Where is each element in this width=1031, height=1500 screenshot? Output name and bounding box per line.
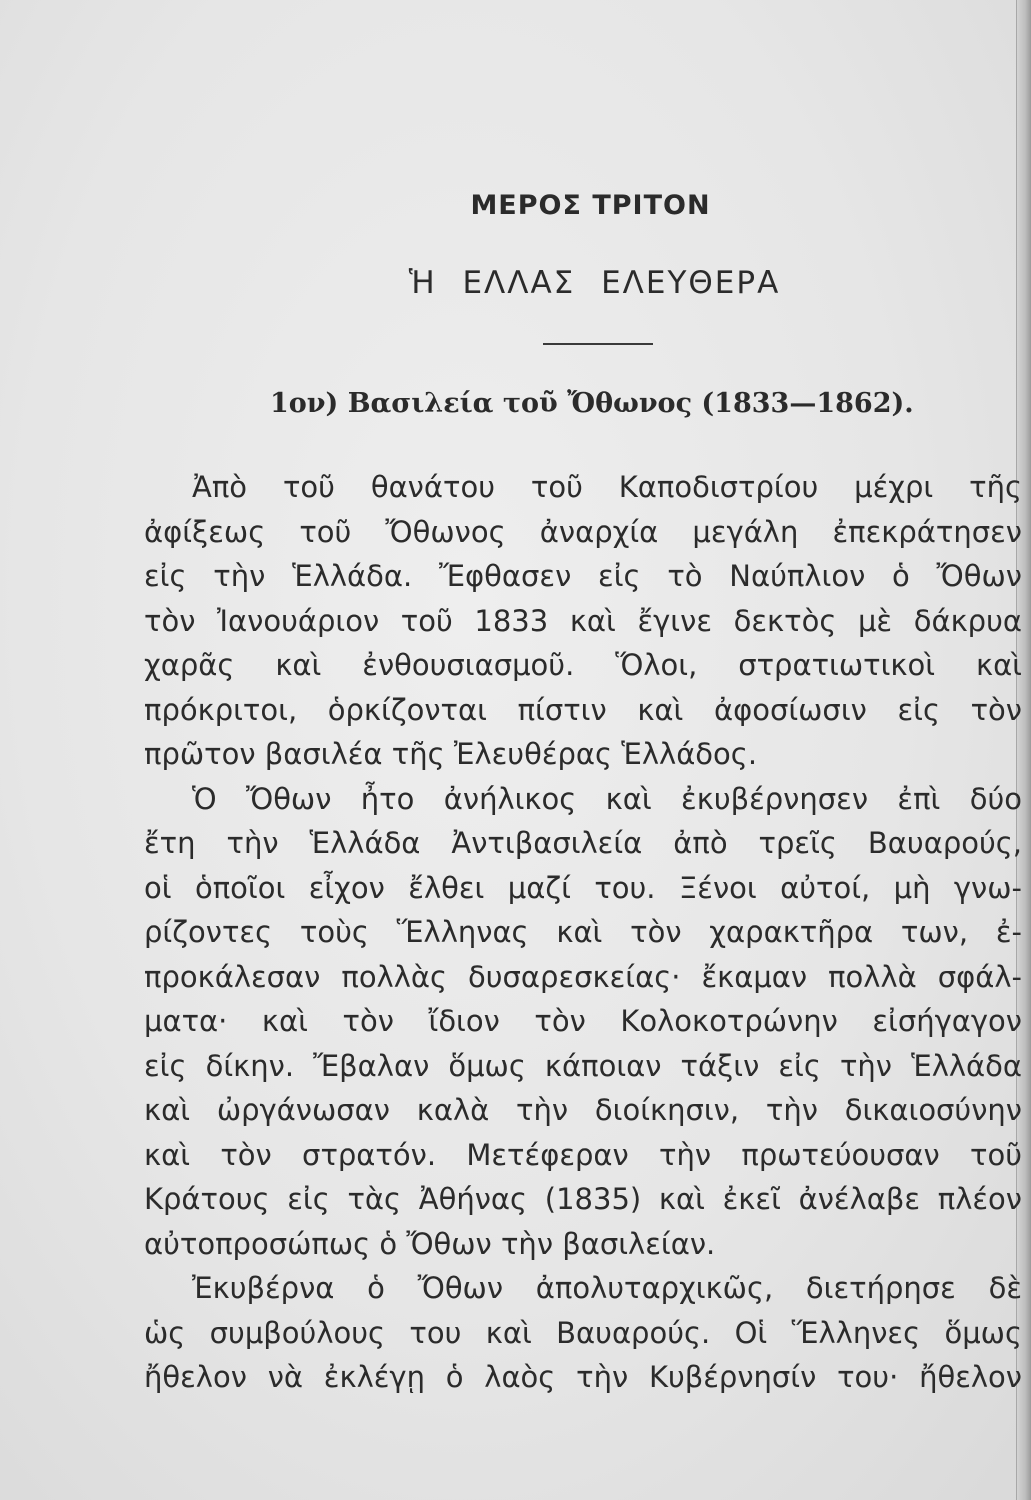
text-line: εἰς τὴν Ἑλλάδα. Ἔφθασεν εἰς τὸ Ναύπλιον ὁ Ὄθων xyxy=(144,559,1022,593)
text-line: πρῶτον βασιλέα τῆς Ἐλευθέρας Ἑλλάδος. xyxy=(144,737,758,771)
text-line: ἤθελον νὰ ἐκλέγῃ ὁ λαὸς τὴν Κυβέρνησίν του· ἤθελον xyxy=(144,1360,1022,1394)
text-line: προκάλεσαν πολλὰς δυσαρεσκείας· ἔκαμαν πολλὰ σφάλ- xyxy=(144,959,1022,994)
text-line: ρίζοντες τοὺς Ἕλληνας καὶ τὸν χαρακτῆρα των, ἐ- xyxy=(144,915,1022,949)
section-title: Ἡ ΕΛΛΑΣ ΕΛΕΥΘΕΡΑ xyxy=(408,265,781,301)
text-line: ἔτη τὴν Ἑλλάδα Ἀντιβασιλεία ἀπὸ τρεῖς Βαυαρούς, xyxy=(144,826,1022,860)
text-line: τὸν Ἰανουάριον τοῦ 1833 καὶ ἔγινε δεκτὸς μὲ δάκρυα xyxy=(144,603,1022,638)
text-line: Ἀπὸ τοῦ θανάτου τοῦ Καποδιστρίου μέχρι τῆς xyxy=(192,470,1022,504)
text-line: Ὁ Ὄθων ἦτο ἀνήλικος καὶ ἐκυβέρνησεν ἐπὶ δύο xyxy=(192,781,1022,816)
body-text xyxy=(144,465,1022,1400)
text-line: ἀφίξεως τοῦ Ὄθωνος ἀναρχία μεγάλη ἐπεκράτησεν xyxy=(144,514,1022,549)
text-line: αὐτοπροσώπως ὁ Ὄθων τὴν βασιλείαν. xyxy=(144,1226,716,1261)
title-divider xyxy=(543,343,653,345)
text-line: πρόκριτοι, ὁρκίζονται πίστιν καὶ ἀφοσίωσιν εἰς τὸν xyxy=(144,692,1022,727)
text-line: ὡς συμβούλους του καὶ Βαυαρούς. Οἱ Ἕλληνες ὅμως xyxy=(144,1315,1022,1350)
text-line: Ἐκυβέρνα ὁ Ὄθων ἀπολυταρχικῶς, διετήρησε δὲ xyxy=(192,1271,1022,1305)
text-line: Κράτους εἰς τὰς Ἀθήνας (1835) καὶ ἐκεῖ ἀνέλαβε πλέον xyxy=(144,1182,1022,1216)
text-line: χαρᾶς καὶ ἐνθουσιασμοῦ. Ὅλοι, στρατιωτικοὶ καὶ xyxy=(144,648,1022,682)
text-line: εἰς δίκην. Ἔβαλαν ὅμως κάποιαν τάξιν εἰς τὴν Ἑλλάδα xyxy=(144,1048,1022,1083)
text-line: ματα· καὶ τὸν ἴδιον τὸν Κολοκοτρώνην εἰσήγαγον xyxy=(144,1004,1022,1038)
text-line: καὶ τὸν στρατόν. Μετέφεραν τὴν πρωτεύουσαν τοῦ xyxy=(144,1137,1022,1172)
part-title: ΜΕΡΟΣ ΤΡΙΤΟΝ xyxy=(470,190,711,221)
chapter-heading: 1ον) Βασιλεία τοῦ Ὄθωνος (1833—1862). xyxy=(270,388,914,419)
text-line: καὶ ὠργάνωσαν καλὰ τὴν διοίκησιν, τὴν δικαιοσύνην xyxy=(144,1093,1022,1127)
text-line: οἱ ὁποῖοι εἶχον ἔλθει μαζί του. Ξένοι αὐτοί, μὴ γνω- xyxy=(144,870,1022,905)
